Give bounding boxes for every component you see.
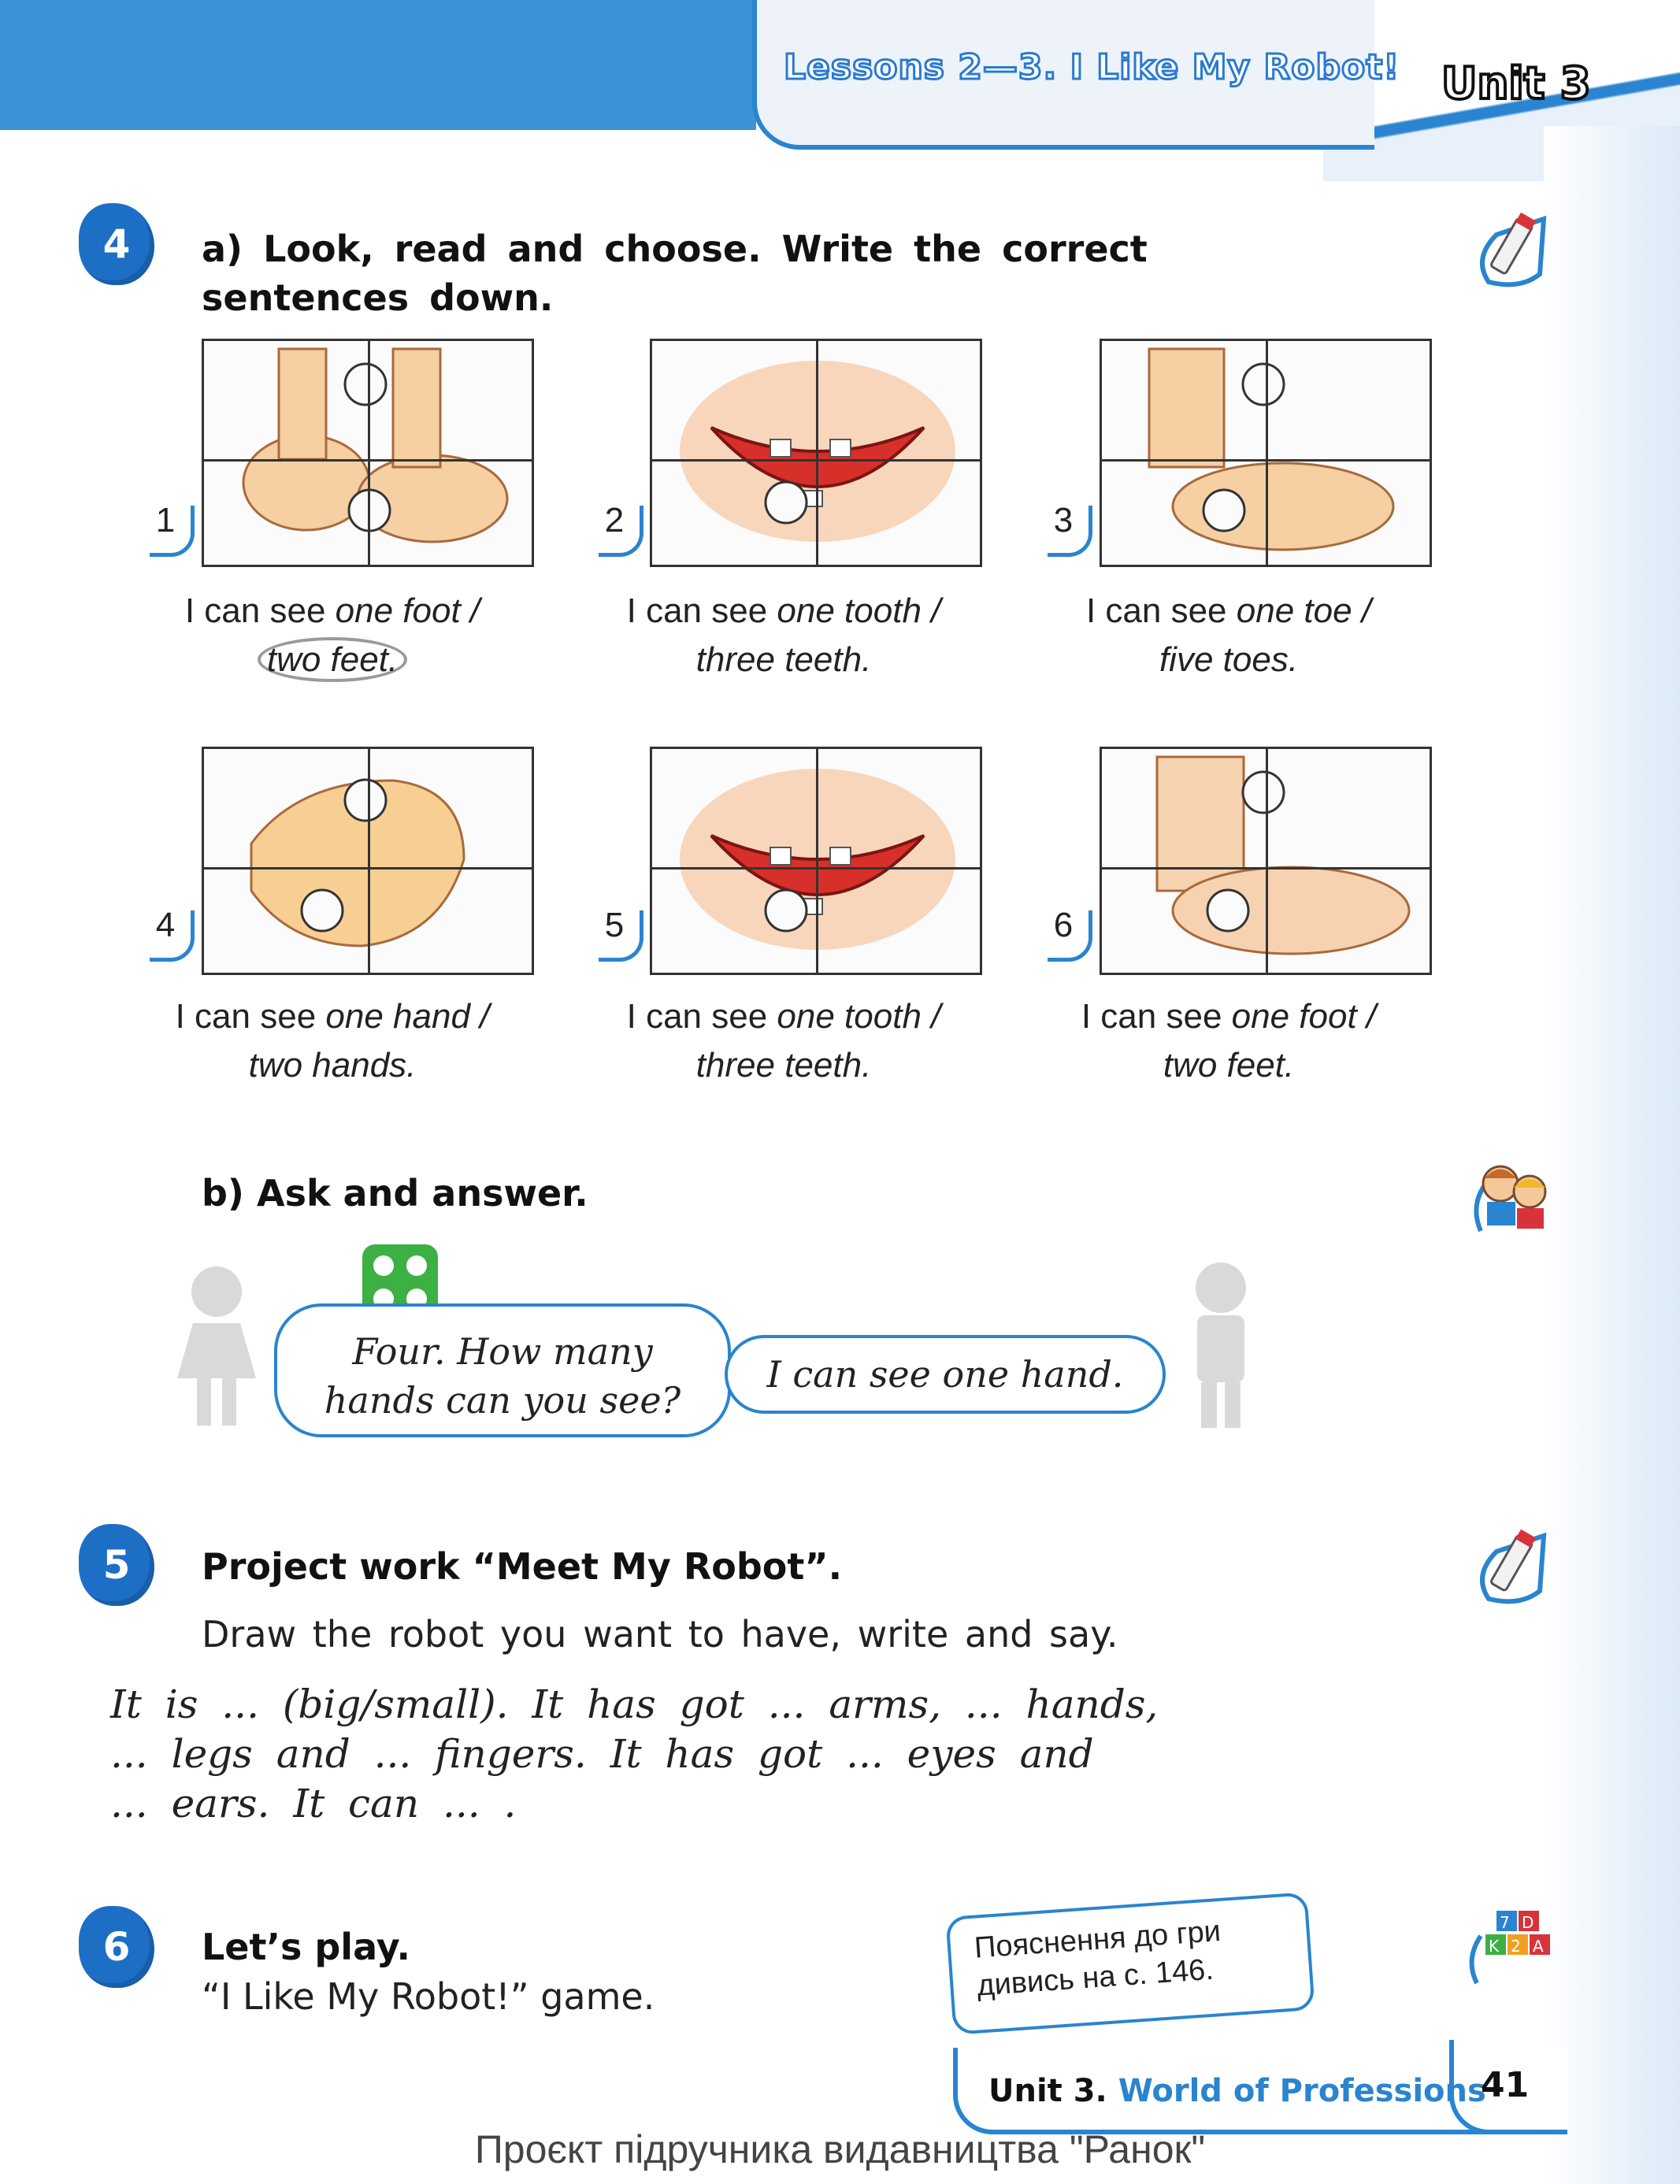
- exercise-5-subtitle: Draw the robot you want to have, write and say.: [202, 1613, 1118, 1656]
- svg-text:K: K: [1489, 1937, 1500, 1956]
- puzzle-panel-1: [202, 339, 534, 567]
- exercise-6-badge: 6: [79, 1906, 154, 1988]
- exercise-6-title: Let’s play.: [202, 1926, 410, 1968]
- pencil-icon: [1465, 1520, 1559, 1615]
- page-number: 41: [1481, 2065, 1530, 2105]
- svg-text:7: 7: [1500, 1913, 1510, 1932]
- exercise-4-badge: 4: [79, 203, 154, 285]
- item-number-2: 2: [591, 501, 638, 548]
- puzzle-panel-6: [1100, 747, 1432, 975]
- alphabet-blocks-icon: [1465, 1904, 1559, 1991]
- project-line-3: ... ears. It can ... .: [110, 1781, 517, 1826]
- puzzle-panel-3: [1100, 339, 1432, 567]
- item-number-4: 4: [142, 906, 189, 953]
- svg-text:D: D: [1522, 1913, 1534, 1932]
- girl-silhouette: [169, 1260, 264, 1429]
- project-line-1: It is ... (big/small). It has got ... arms, ... hands,: [110, 1682, 1159, 1727]
- speech-bubble-answer: I can see one hand.: [725, 1335, 1166, 1414]
- item-number-6: 6: [1040, 906, 1087, 953]
- exercise-4a-instruction: a) Look, read and choose. Write the correct sentences down.: [202, 228, 1148, 319]
- caption-1: I can see one foot / two feet.: [128, 587, 537, 684]
- pencil-icon: [1465, 203, 1559, 298]
- puzzle-panel-5: [650, 747, 982, 975]
- speech-bubble-question: Four. How many hands can you see?: [274, 1303, 731, 1437]
- svg-text:A: A: [1533, 1937, 1544, 1956]
- exercise-5-badge: 5: [79, 1524, 154, 1606]
- boy-silhouette: [1177, 1256, 1264, 1429]
- footer-unit-label: Unit 3. World of Professions: [988, 2073, 1486, 2109]
- svg-text:2: 2: [1511, 1937, 1521, 1956]
- caption-5: I can see one tooth / three teeth.: [626, 997, 941, 1085]
- puzzle-panel-2: [650, 339, 982, 567]
- header-band: [0, 0, 756, 130]
- selected-answer-circle: two feet.: [258, 637, 407, 682]
- footer-section: World of Professions: [1118, 2073, 1486, 2109]
- item-number-3: 3: [1040, 501, 1087, 548]
- game-note-box: Пояснення до гри дивись на с. 146.: [945, 1892, 1315, 2035]
- caption-3: I can see one toe / five toes.: [1085, 591, 1372, 679]
- item-number-5: 5: [591, 906, 638, 953]
- exercise-6-subtitle: “I Like My Robot!” game.: [202, 1975, 655, 2018]
- children-icon: [1465, 1148, 1559, 1243]
- item-number-1: 1: [142, 501, 189, 548]
- caption-6: I can see one foot / two feet.: [1081, 997, 1377, 1085]
- side-gradient: [1544, 126, 1680, 2184]
- caption-4: I can see one hand / two hands.: [175, 997, 490, 1085]
- caption-2: I can see one tooth / three teeth.: [626, 591, 941, 679]
- publisher-watermark: Проєкт підручника видавництва "Ранок": [474, 2127, 1206, 2171]
- exercise-5-title: Project work “Meet My Robot”.: [202, 1545, 843, 1588]
- project-line-2: ... legs and ... fingers. It has got ... eyes and: [110, 1731, 1094, 1777]
- unit-title: Unit 3: [1441, 58, 1591, 109]
- puzzle-panel-4: [202, 747, 534, 975]
- exercise-4b-instruction: b) Ask and answer.: [202, 1172, 588, 1214]
- lesson-title: Lessons 2—3. I Like My Robot!: [784, 47, 1400, 87]
